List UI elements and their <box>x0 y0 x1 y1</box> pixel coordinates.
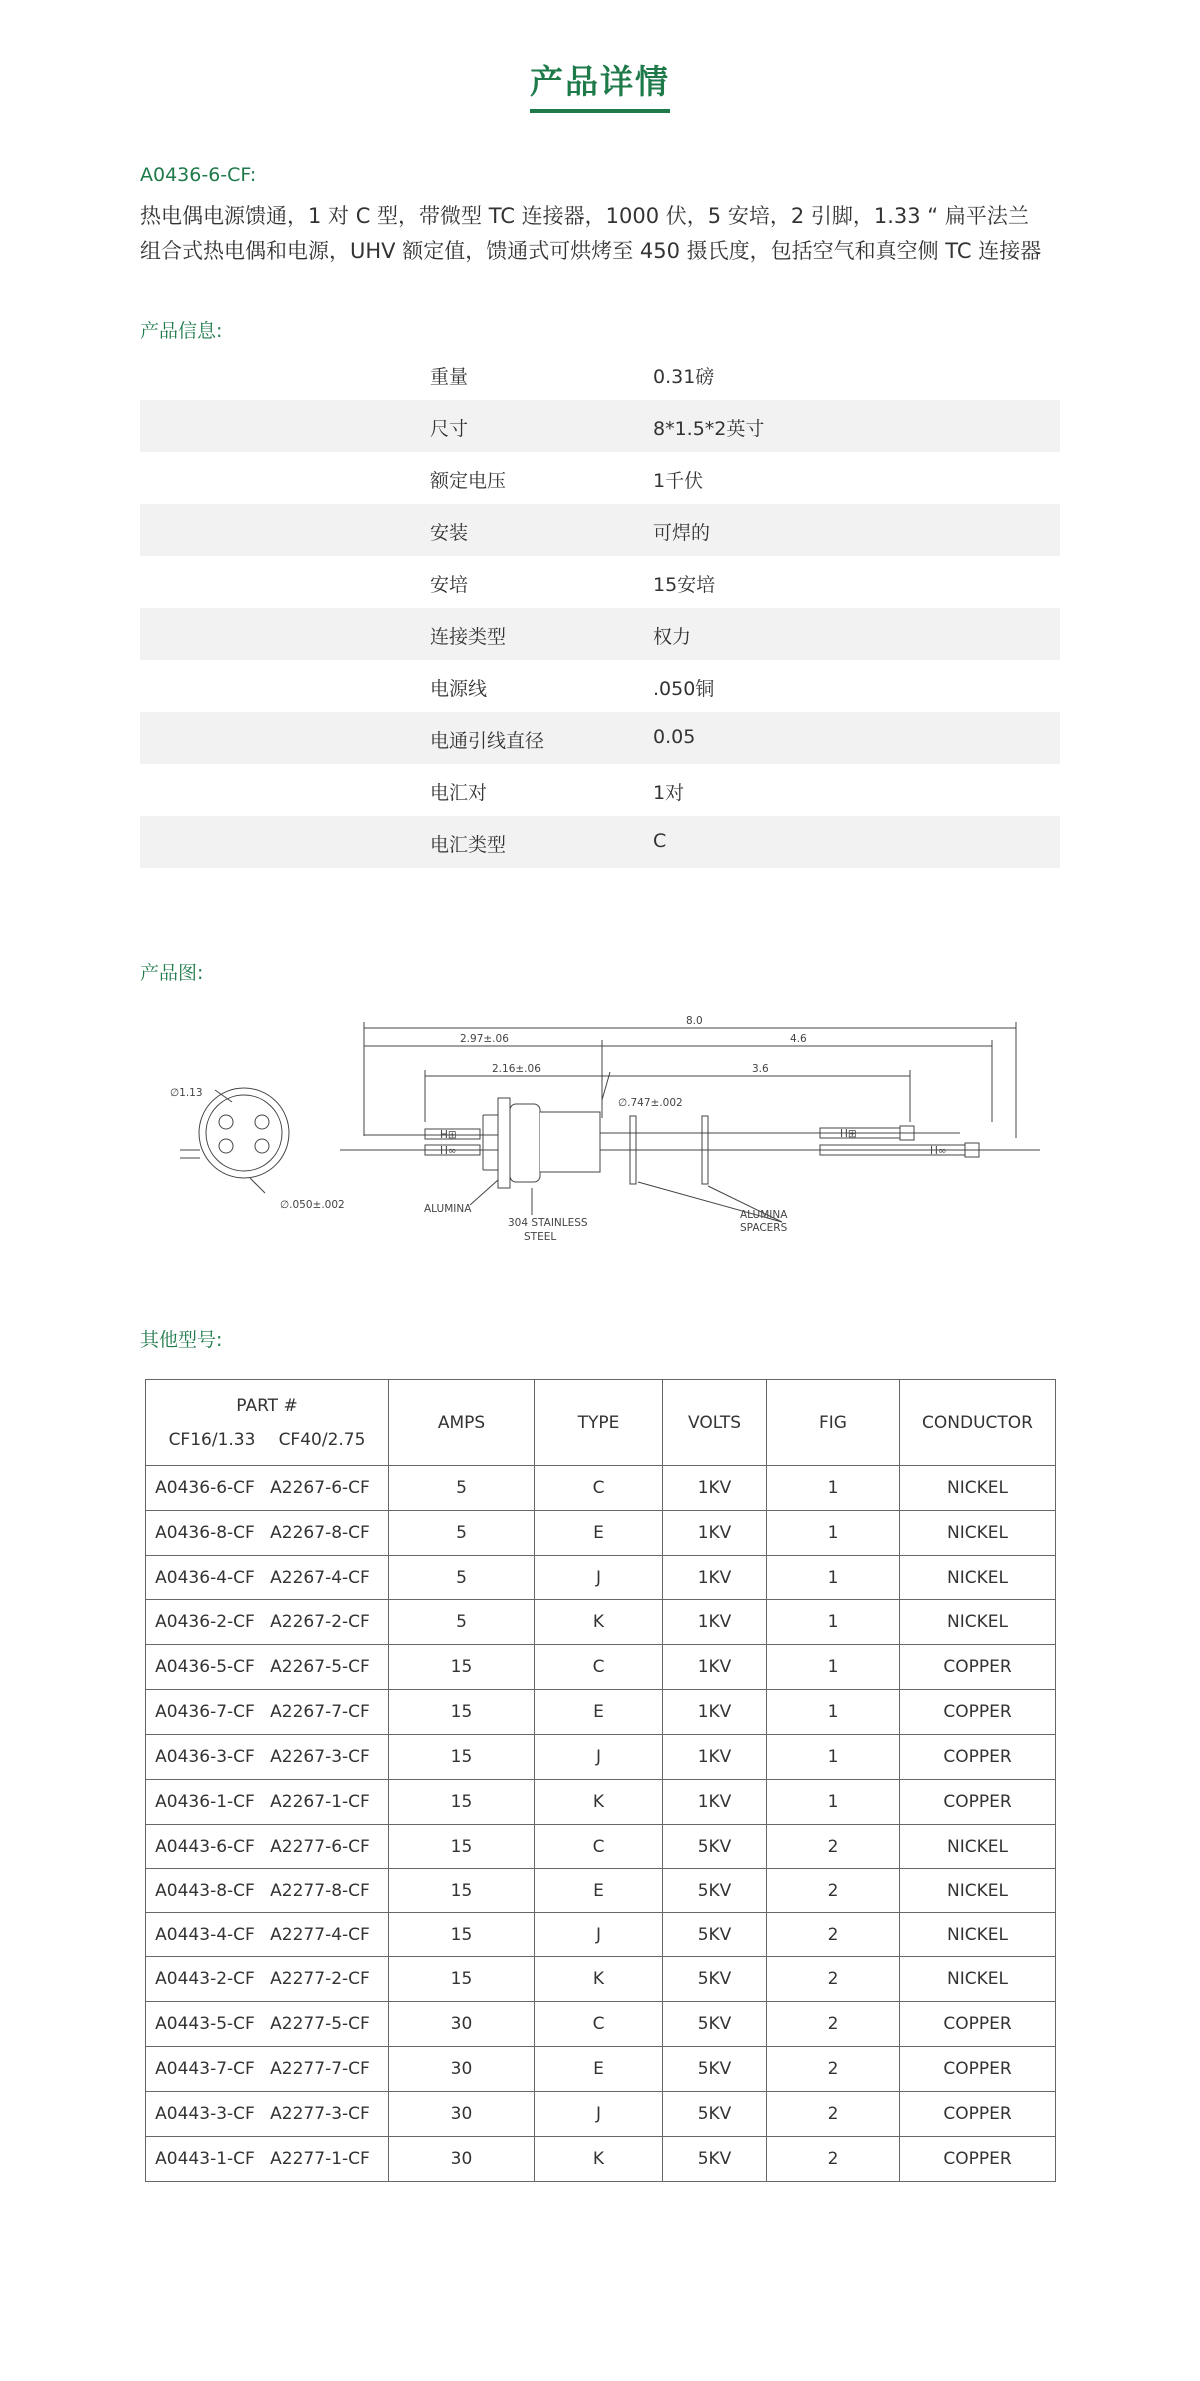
connector-tag-a: H⊞ <box>440 1129 457 1141</box>
part-cf16: A0443-1-CF <box>155 2149 255 2169</box>
part-cf40: A2277-6-CF <box>270 1836 370 1857</box>
conductor-cell: NICKEL <box>900 1556 1056 1600</box>
product-info-table <box>140 348 1060 868</box>
table-row <box>146 1511 1056 1556</box>
volts-cell: 1KV <box>663 1645 767 1690</box>
type-cell: K <box>535 1780 663 1825</box>
info-key: 安装 <box>430 522 469 544</box>
volts-cell: 5KV <box>663 1869 767 1913</box>
volts-cell: 5KV <box>663 2092 767 2137</box>
dim-body-dia: ∅.747±.002 <box>618 1097 683 1109</box>
fig-cell: 2 <box>767 2002 900 2047</box>
product-drawing <box>140 1000 1060 1260</box>
conductor-cell: COPPER <box>900 2092 1056 2137</box>
type-cell: C <box>535 1825 663 1869</box>
conductor-cell: NICKEL <box>900 1957 1056 2002</box>
connector-tag-b: H∞ <box>440 1145 457 1157</box>
header-part-sub1: CF16/1.33 <box>168 1429 256 1450</box>
part-cf16: A0436-5-CF <box>155 1657 255 1677</box>
part-cf40: A2267-1-CF <box>270 1792 370 1812</box>
fig-cell: 1 <box>767 1690 900 1735</box>
amps-cell: 15 <box>389 1780 535 1825</box>
fig-cell: 1 <box>767 1600 900 1645</box>
volts-cell: 5KV <box>663 1825 767 1869</box>
header-amps: AMPS <box>389 1380 535 1466</box>
amps-cell: 5 <box>389 1466 535 1511</box>
volts-cell: 5KV <box>663 1913 767 1957</box>
table-row <box>146 2092 1056 2137</box>
amps-cell: 15 <box>389 1645 535 1690</box>
table-row <box>146 1466 1056 1511</box>
info-row <box>140 608 1060 660</box>
volts-cell: 5KV <box>663 2137 767 2182</box>
dim-wire-dia: ∅.050±.002 <box>280 1199 345 1211</box>
table-row <box>146 1957 1056 2002</box>
models-heading: 其他型号: <box>140 1329 223 1351</box>
part-number-cell <box>146 2137 389 2182</box>
type-cell: J <box>535 1556 663 1600</box>
models-table <box>145 1379 1056 2182</box>
part-number-cell <box>146 2002 389 2047</box>
part-number-cell <box>146 1511 389 1556</box>
amps-cell: 15 <box>389 1825 535 1869</box>
conductor-cell: NICKEL <box>900 1511 1056 1556</box>
type-cell: C <box>535 1645 663 1690</box>
table-row <box>146 1556 1056 1600</box>
fig-cell: 2 <box>767 1913 900 1957</box>
type-cell: E <box>535 2047 663 2092</box>
table-row <box>146 1690 1056 1735</box>
table-row <box>146 2137 1056 2182</box>
conductor-cell: NICKEL <box>900 1913 1056 1957</box>
amps-cell: 5 <box>389 1511 535 1556</box>
conductor-cell: COPPER <box>900 2047 1056 2092</box>
part-cf40: A2277-7-CF <box>270 2059 370 2079</box>
part-cf40: A2267-2-CF <box>270 1612 370 1632</box>
part-cf16: A0443-8-CF <box>155 1880 255 1901</box>
table-row <box>146 1600 1056 1645</box>
connector-tag-b: H∞ <box>930 1145 947 1157</box>
info-key: 额定电压 <box>430 470 507 492</box>
part-number-cell <box>146 1825 389 1869</box>
info-row <box>140 764 1060 816</box>
dim-inner-left: 2.16±.06 <box>492 1063 541 1075</box>
part-cf16: A0443-4-CF <box>155 1924 255 1945</box>
part-cf40: A2267-7-CF <box>270 1702 370 1722</box>
part-number-cell <box>146 1957 389 2002</box>
label-steel-1: 304 STAINLESS <box>508 1217 588 1229</box>
part-cf16: A0436-8-CF <box>155 1523 255 1543</box>
type-cell: J <box>535 2092 663 2137</box>
part-cf40: A2267-6-CF <box>270 1478 370 1498</box>
header-part-label: PART # <box>236 1395 298 1416</box>
type-cell: K <box>535 1957 663 2002</box>
fig-cell: 2 <box>767 1869 900 1913</box>
info-row <box>140 504 1060 556</box>
part-cf16: A0436-2-CF <box>155 1612 255 1632</box>
type-cell: E <box>535 1511 663 1556</box>
label-spacers-2: SPACERS <box>740 1222 788 1234</box>
amps-cell: 15 <box>389 1690 535 1735</box>
part-cf40: A2277-8-CF <box>270 1880 370 1901</box>
part-number-cell <box>146 1913 389 1957</box>
info-value: .050铜 <box>653 678 715 700</box>
dim-overall: 8.0 <box>686 1015 703 1027</box>
connector-tag-a: H⊞ <box>840 1128 857 1140</box>
part-cf16: A0443-7-CF <box>155 2059 255 2079</box>
fig-cell: 1 <box>767 1556 900 1600</box>
part-number-cell <box>146 1690 389 1735</box>
type-cell: E <box>535 1690 663 1735</box>
part-cf16: A0443-2-CF <box>155 1969 255 1989</box>
part-cf16: A0436-3-CF <box>155 1747 255 1767</box>
part-number-cell <box>146 1645 389 1690</box>
table-row <box>146 1913 1056 1957</box>
header-part-sub2: CF40/2.75 <box>278 1429 366 1450</box>
info-value: C <box>653 830 667 852</box>
conductor-cell: NICKEL <box>900 1825 1056 1869</box>
part-cf40: A2267-3-CF <box>270 1747 370 1767</box>
type-cell: K <box>535 1600 663 1645</box>
info-key: 电汇对 <box>430 782 488 804</box>
info-row <box>140 712 1060 764</box>
type-cell: C <box>535 2002 663 2047</box>
conductor-cell: COPPER <box>900 1645 1056 1690</box>
type-cell: K <box>535 2137 663 2182</box>
amps-cell: 30 <box>389 2047 535 2092</box>
part-number-cell <box>146 2047 389 2092</box>
info-row <box>140 348 1060 400</box>
fig-cell: 2 <box>767 2137 900 2182</box>
info-key: 电通引线直径 <box>430 730 545 752</box>
fig-cell: 1 <box>767 1735 900 1780</box>
volts-cell: 1KV <box>663 1690 767 1735</box>
part-cf16: A0443-6-CF <box>155 1836 255 1857</box>
info-value: 15安培 <box>653 574 716 596</box>
conductor-cell: COPPER <box>900 1735 1056 1780</box>
description-line-2: 组合式热电偶和电源，UHV 额定值，馈通式可烘烤至 450 摄氏度，包括空气和真空侧 TC 连接器 <box>140 239 1042 263</box>
conductor-cell: COPPER <box>900 2137 1056 2182</box>
product-info-heading: 产品信息: <box>140 320 223 342</box>
page-title-wrap <box>0 56 1200 113</box>
info-row <box>140 660 1060 712</box>
part-number-cell <box>146 1466 389 1511</box>
model-code: A0436-6-CF: <box>140 164 257 186</box>
header-fig: FIG <box>767 1380 900 1466</box>
label-spacers-1: ALUMINA <box>740 1209 788 1221</box>
page-title: 产品详情 <box>530 56 670 113</box>
table-header-row <box>146 1380 1056 1466</box>
info-value: 0.31磅 <box>653 366 715 388</box>
type-cell: J <box>535 1913 663 1957</box>
fig-cell: 2 <box>767 1825 900 1869</box>
dim-left-span: 2.97±.06 <box>460 1033 509 1045</box>
info-key: 安培 <box>430 574 469 596</box>
part-cf16: A0436-4-CF <box>155 1567 255 1588</box>
table-row <box>146 1869 1056 1913</box>
info-key: 尺寸 <box>430 418 469 440</box>
amps-cell: 30 <box>389 2137 535 2182</box>
diagram-heading: 产品图: <box>140 962 204 984</box>
fig-cell: 1 <box>767 1780 900 1825</box>
part-cf40: A2277-5-CF <box>270 2014 370 2034</box>
info-value: 权力 <box>653 626 692 648</box>
part-number-cell <box>146 1869 389 1913</box>
dim-right-span: 4.6 <box>790 1033 807 1045</box>
info-key: 电源线 <box>430 678 488 700</box>
fig-cell: 1 <box>767 1511 900 1556</box>
fig-cell: 2 <box>767 1957 900 2002</box>
volts-cell: 1KV <box>663 1600 767 1645</box>
part-number-cell <box>146 2092 389 2137</box>
table-row <box>146 1780 1056 1825</box>
info-key: 电汇类型 <box>430 834 507 856</box>
dim-inner-right: 3.6 <box>752 1063 769 1075</box>
part-cf16: A0443-3-CF <box>155 2104 255 2124</box>
info-row <box>140 556 1060 608</box>
type-cell: C <box>535 1466 663 1511</box>
part-cf40: A2277-3-CF <box>270 2104 370 2124</box>
part-cf16: A0436-6-CF <box>155 1478 255 1498</box>
fig-cell: 2 <box>767 2092 900 2137</box>
type-cell: J <box>535 1735 663 1780</box>
volts-cell: 1KV <box>663 1511 767 1556</box>
volts-cell: 5KV <box>663 1957 767 2002</box>
table-row <box>146 2002 1056 2047</box>
type-cell: E <box>535 1869 663 1913</box>
conductor-cell: COPPER <box>900 2002 1056 2047</box>
part-number-cell <box>146 1600 389 1645</box>
header-conductor: CONDUCTOR <box>900 1380 1056 1466</box>
label-alumina: ALUMINA <box>424 1203 472 1215</box>
amps-cell: 15 <box>389 1869 535 1913</box>
info-row <box>140 816 1060 868</box>
fig-cell: 2 <box>767 2047 900 2092</box>
table-row <box>146 1825 1056 1869</box>
header-type: TYPE <box>535 1380 663 1466</box>
part-cf40: A2277-2-CF <box>270 1969 370 1989</box>
part-cf16: A0436-7-CF <box>155 1702 255 1722</box>
part-cf40: A2267-4-CF <box>270 1567 370 1588</box>
part-number-cell <box>146 1735 389 1780</box>
info-key: 重量 <box>430 366 469 388</box>
volts-cell: 1KV <box>663 1780 767 1825</box>
conductor-cell: COPPER <box>900 1690 1056 1735</box>
info-value: 1千伏 <box>653 470 704 492</box>
amps-cell: 30 <box>389 2002 535 2047</box>
table-row <box>146 1735 1056 1780</box>
volts-cell: 5KV <box>663 2047 767 2092</box>
dim-flange-dia: ∅1.13 <box>170 1087 203 1099</box>
part-number-cell <box>146 1556 389 1600</box>
part-number-cell <box>146 1780 389 1825</box>
part-cf16: A0436-1-CF <box>155 1792 255 1812</box>
info-value: 1对 <box>653 782 685 804</box>
amps-cell: 5 <box>389 1556 535 1600</box>
conductor-cell: COPPER <box>900 1780 1056 1825</box>
conductor-cell: NICKEL <box>900 1869 1056 1913</box>
part-cf40: A2267-8-CF <box>270 1523 370 1543</box>
header-volts: VOLTS <box>663 1380 767 1466</box>
conductor-cell: NICKEL <box>900 1600 1056 1645</box>
fig-cell: 1 <box>767 1645 900 1690</box>
amps-cell: 5 <box>389 1600 535 1645</box>
part-cf40: A2267-5-CF <box>270 1657 370 1677</box>
conductor-cell: NICKEL <box>900 1466 1056 1511</box>
amps-cell: 15 <box>389 1957 535 2002</box>
amps-cell: 15 <box>389 1735 535 1780</box>
table-row <box>146 1645 1056 1690</box>
info-row <box>140 400 1060 452</box>
volts-cell: 1KV <box>663 1466 767 1511</box>
volts-cell: 1KV <box>663 1556 767 1600</box>
amps-cell: 30 <box>389 2092 535 2137</box>
part-cf16: A0443-5-CF <box>155 2014 255 2034</box>
header-part <box>146 1380 389 1466</box>
volts-cell: 5KV <box>663 2002 767 2047</box>
volts-cell: 1KV <box>663 1735 767 1780</box>
info-key: 连接类型 <box>430 626 507 648</box>
info-row <box>140 452 1060 504</box>
part-cf40: A2277-4-CF <box>270 1924 370 1945</box>
table-row <box>146 2047 1056 2092</box>
info-value: 可焊的 <box>653 522 711 544</box>
part-cf40: A2277-1-CF <box>270 2149 370 2169</box>
description-line-1: 热电偶电源馈通，1 对 C 型，带微型 TC 连接器，1000 伏，5 安培，2 引脚，1.33 “ 扁平法兰 <box>140 204 1029 228</box>
fig-cell: 1 <box>767 1466 900 1511</box>
label-steel-2: STEEL <box>524 1231 557 1243</box>
info-value: 8*1.5*2英寸 <box>653 418 765 440</box>
amps-cell: 15 <box>389 1913 535 1957</box>
info-value: 0.05 <box>653 726 696 748</box>
